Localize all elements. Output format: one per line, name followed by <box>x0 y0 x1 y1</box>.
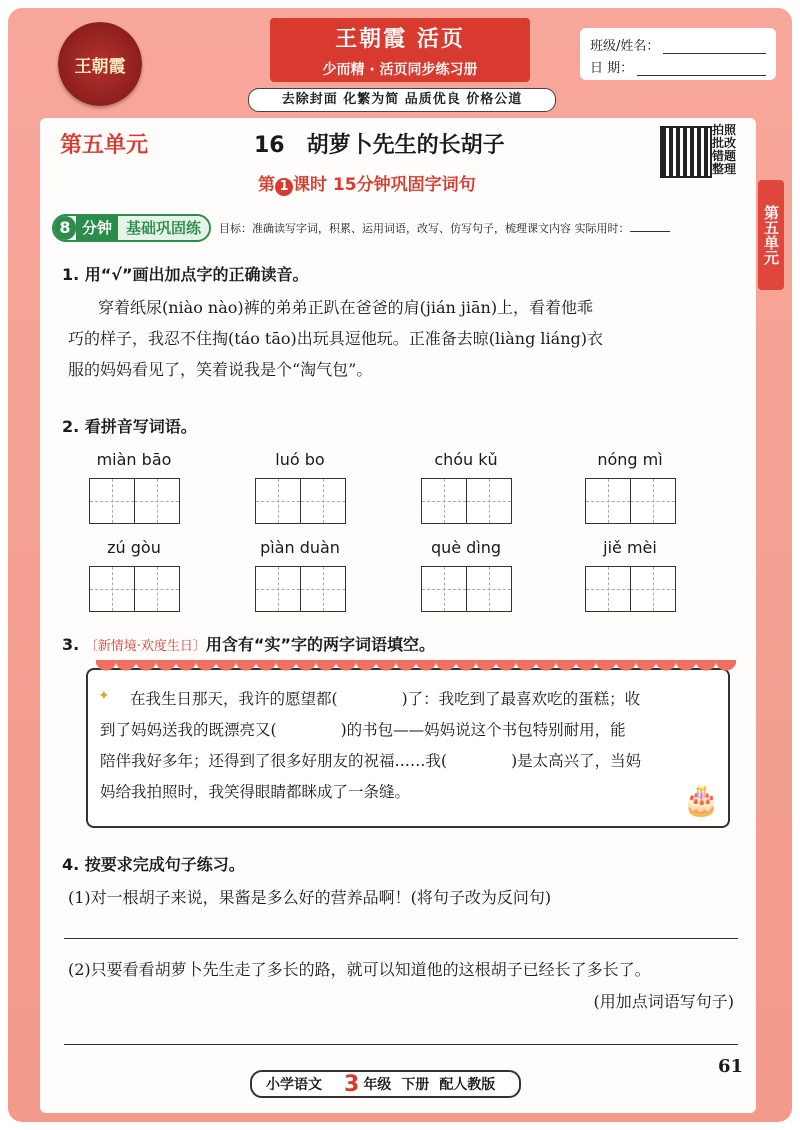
q2-title: 2. 看拼音写词语。 <box>62 417 197 436</box>
q3-fill-card: ✦ 在我生日那天，我许的愿望都( )了：我吃到了最喜欢吃的蛋糕；收 到了妈妈送我的既漂亮又( )的书包——妈妈说这个书包特别耐用，能 陪伴我好多年；还得到了很多好朋友的祝福……我( )是太高兴了，当妈 妈给我拍照时，我笑得眼睛都眯成了一条缝。 🎂 <box>86 668 730 828</box>
q4-sentence-1: (1)对一根胡子来说，果酱是多么好的营养品啊！(将句子改为反问句) <box>68 888 552 907</box>
lesson-name: 胡萝卜先生的长胡子 <box>306 133 505 158</box>
date-field[interactable] <box>637 61 766 76</box>
footer-edition: 配人教版 <box>439 1077 496 1093</box>
write-box[interactable] <box>631 566 676 612</box>
footer-subject: 小学语文 <box>266 1077 322 1093</box>
lesson-number: 16 <box>254 133 285 158</box>
word-item: chóu kǔ <box>418 450 514 524</box>
q1-line[interactable]: 穿着纸尿(niào nào)裤的弟弟正趴在爸爸的肩(jián jiān)上，看着他乖 <box>98 298 594 317</box>
write-box[interactable] <box>631 478 676 524</box>
star-icon: ✦ <box>98 688 110 704</box>
qr-code-icon[interactable] <box>660 126 712 178</box>
footer-badge <box>250 1070 521 1098</box>
q1-passage <box>68 292 738 385</box>
date-label: 日 期： <box>590 61 634 76</box>
write-box[interactable] <box>89 566 135 612</box>
q4-sentence-2-requirement: (用加点词语写句子) <box>593 992 734 1011</box>
class-name-field[interactable] <box>663 39 766 54</box>
time-used-field[interactable] <box>630 231 670 232</box>
word-item: miàn bāo <box>86 450 182 524</box>
write-box[interactable] <box>301 566 346 612</box>
word-item: què dìng <box>418 538 514 612</box>
q1-line[interactable]: 巧的样子，我忍不住掏(táo tāo)出玩具逗他玩。正准备去晾(liàng liáng)衣 <box>68 329 603 348</box>
word-item: pìàn duàn <box>252 538 348 612</box>
section-goal: 目标：准确读写字词，积累、运用词语，改写、仿写句子，梳理课文内容 实际用时： <box>219 220 670 236</box>
write-box[interactable] <box>585 478 631 524</box>
footer-grade: 3 <box>344 1071 360 1097</box>
write-box[interactable] <box>585 566 631 612</box>
write-box[interactable] <box>135 566 180 612</box>
qr-label: 拍照批改 错题整理 <box>712 123 737 176</box>
write-box[interactable] <box>421 566 467 612</box>
answer-line[interactable] <box>64 938 738 939</box>
q4-sentence-2: (2)只要看看胡萝卜先生走了多长的路，就可以知道他的这根胡子已经长了多长了。 <box>68 960 651 979</box>
section-name: 基础巩固练 <box>118 216 209 240</box>
q3-context-tag: 〔新情境·欢度生日〕 <box>84 639 206 654</box>
footer-term: 下册 <box>401 1077 430 1093</box>
section-header <box>52 214 670 242</box>
write-box[interactable] <box>135 478 180 524</box>
word-item: zú gòu <box>86 538 182 612</box>
write-box[interactable] <box>255 478 301 524</box>
q4-title: 4. 按要求完成句子练习。 <box>62 855 245 874</box>
student-info-box <box>580 28 776 80</box>
write-box[interactable] <box>255 566 301 612</box>
banner-subtitle: 少而精 · 活页同步练习册 <box>322 62 478 78</box>
brand-logo: 王朝霞 <box>58 22 142 106</box>
word-item: luó bo <box>252 450 348 524</box>
header-banner <box>270 18 530 82</box>
write-box[interactable] <box>421 478 467 524</box>
curtain-decoration <box>96 660 736 674</box>
q3-title: 3. 〔新情境·欢度生日〕用含有“实”字的两字词语填空。 <box>62 635 435 654</box>
lesson-title <box>254 128 505 159</box>
slogan: 去除封面 化繁为简 品质优良 价格公道 <box>248 88 556 112</box>
q1-line[interactable]: 服的妈妈看见了，笑着说我是个“淘气包”。 <box>68 360 373 379</box>
lesson-subtitle: 第 1 课时 15分钟巩固字词句 <box>258 175 476 195</box>
write-box[interactable] <box>467 566 512 612</box>
section-minutes: 8 <box>54 216 76 240</box>
word-item: jiě mèi <box>582 538 678 612</box>
unit-title: 第五单元 <box>60 133 149 158</box>
answer-line[interactable] <box>64 1044 738 1045</box>
unit-side-tab: 第五单元 <box>758 180 784 290</box>
word-item: nóng mì <box>582 450 678 524</box>
banner-title: 王朝霞 活页 <box>335 26 465 52</box>
section-minutes-unit: 分钟 <box>76 216 118 240</box>
birthday-cake-icon: 🎂 <box>682 783 720 818</box>
q1-title: 1. 用“√”画出加点字的正确读音。 <box>62 265 309 284</box>
write-box[interactable] <box>301 478 346 524</box>
write-box[interactable] <box>89 478 135 524</box>
write-box[interactable] <box>467 478 512 524</box>
footer-grade-unit: 年级 <box>363 1077 392 1093</box>
class-name-label: 班级/姓名： <box>590 39 660 54</box>
page-number: 61 <box>718 1056 744 1077</box>
lesson-period-number: 1 <box>275 178 293 196</box>
